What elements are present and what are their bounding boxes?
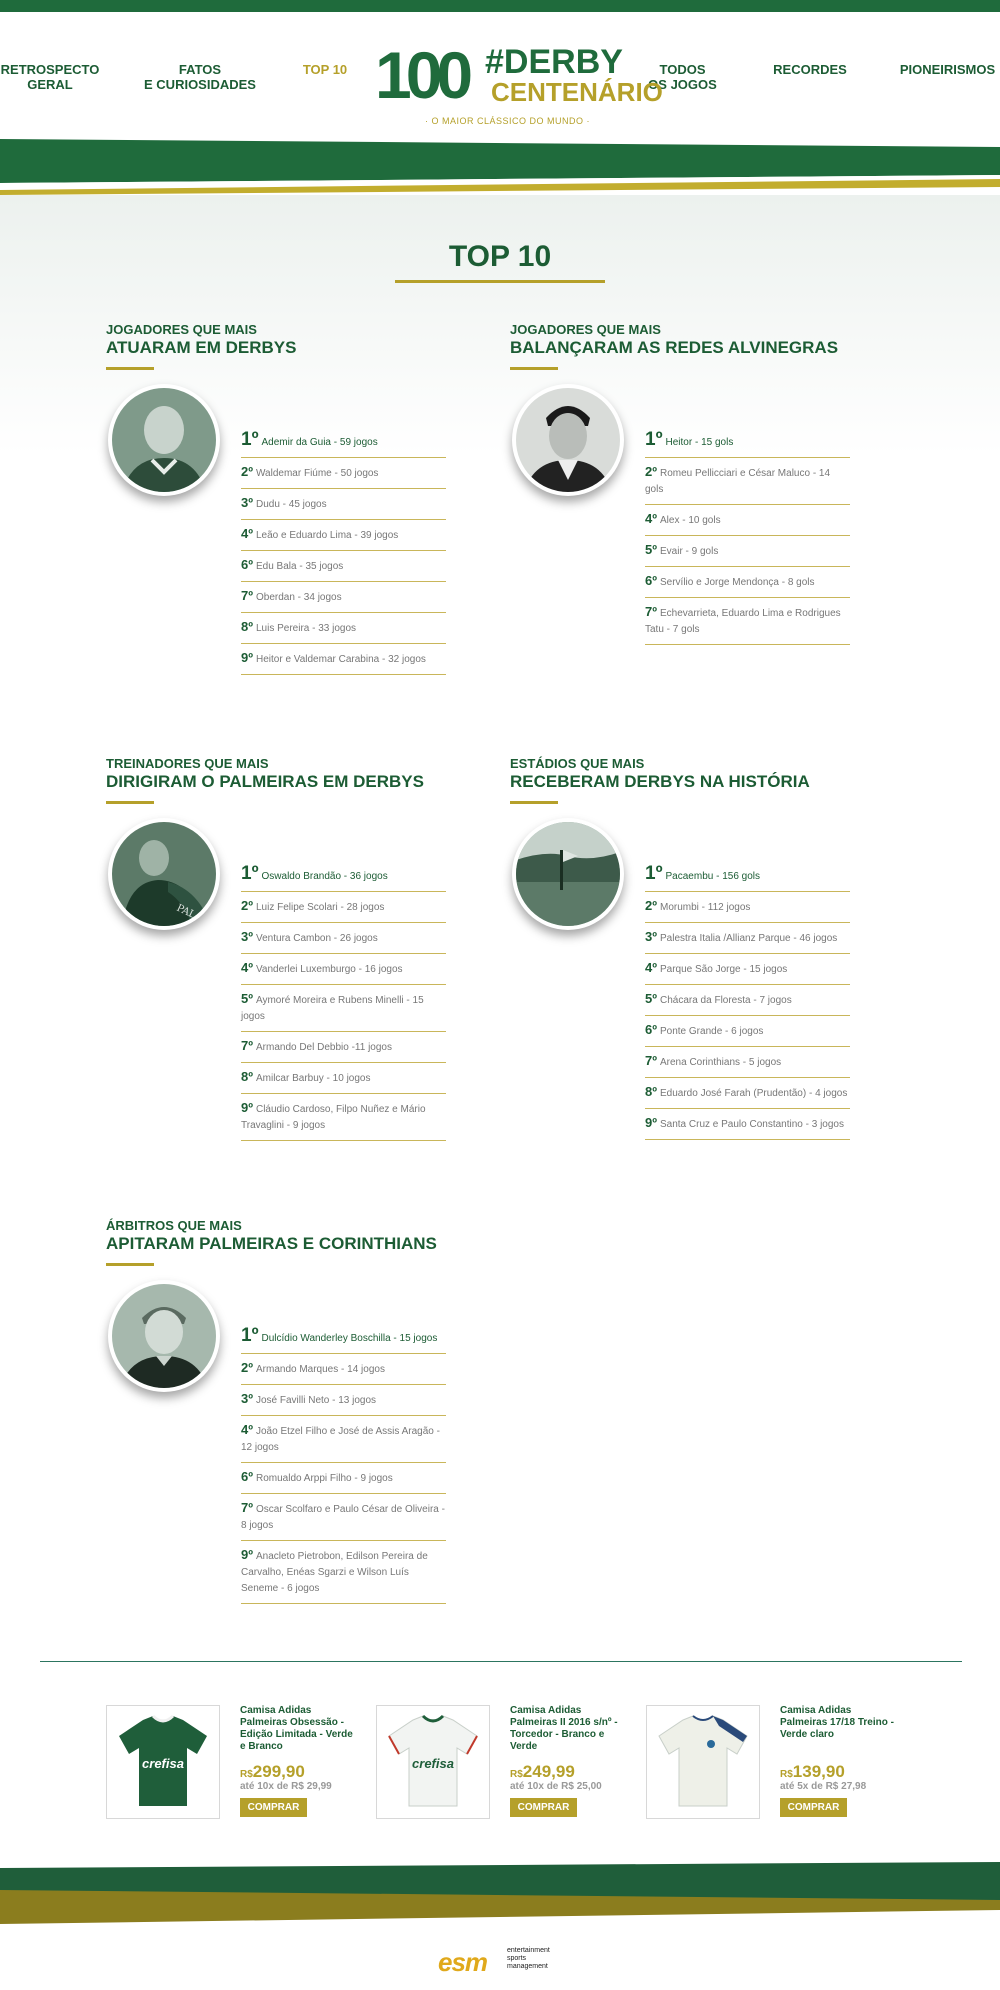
section-coaches	[106, 756, 466, 1176]
product-name[interactable]: Camisa Adidas Palmeiras 17/18 Treino - Verde claro	[780, 1705, 894, 1740]
rank-position: 1º	[645, 429, 663, 450]
section-top-scorers	[510, 322, 870, 662]
rank-text: Palestra Italia /Allianz Parque - 46 jogos	[659, 933, 838, 944]
shirt-icon	[377, 1706, 489, 1818]
rank-text: Leão e Eduardo Lima - 39 jogos	[255, 530, 399, 541]
rank-item	[645, 458, 850, 505]
section-underline	[106, 367, 154, 370]
buy-button[interactable]: COMPRAR	[510, 1798, 577, 1817]
product-price	[240, 1762, 305, 1782]
logo-word: CENTENÁRIO	[491, 77, 663, 107]
rank-text: Servílio e Jorge Mendonça - 8 gols	[659, 577, 815, 588]
rank-position: 4º	[241, 960, 253, 975]
scorer-portrait-image	[516, 388, 620, 492]
rank-position: 6º	[645, 573, 657, 588]
rank-item	[645, 892, 850, 923]
coach-photo	[108, 818, 220, 930]
rank-item	[241, 1354, 446, 1385]
rank-list	[241, 1325, 446, 1604]
rank-text: Edu Bala - 35 jogos	[255, 561, 344, 572]
nav-label-line2: E CURIOSIDADES	[144, 77, 256, 92]
rank-text: Luiz Felipe Scolari - 28 jogos	[255, 902, 385, 913]
product-card[interactable]	[106, 1705, 366, 1820]
price-value: 139,90	[792, 1762, 845, 1781]
section-subtitle: JOGADORES QUE MAIS	[510, 322, 661, 337]
section-title: RECEBERAM DERBYS NA HISTÓRIA	[510, 772, 810, 791]
rank-text: Morumbi - 112 jogos	[659, 902, 751, 913]
product-card[interactable]	[646, 1705, 906, 1820]
shirt-icon	[647, 1706, 759, 1818]
rank-position: 2º	[241, 898, 253, 913]
rank-text: Eduardo José Farah (Prudentão) - 4 jogos	[659, 1088, 848, 1099]
rank-position: 7º	[241, 1500, 253, 1515]
rank-item	[241, 1463, 446, 1494]
svg-text:crefisa: crefisa	[142, 1756, 184, 1771]
nav-recordes[interactable]	[765, 62, 855, 77]
rank-list	[645, 863, 850, 1140]
main-nav	[0, 12, 1000, 132]
rank-text: Ventura Cambon - 26 jogos	[255, 933, 378, 944]
esm-text-line: sports	[507, 1955, 527, 1962]
rank-text: José Favilli Neto - 13 jogos	[255, 1395, 377, 1406]
page-title: TOP 10	[448, 240, 552, 273]
rank-text: Waldemar Fiúme - 50 jogos	[255, 468, 379, 479]
rank-item	[645, 1047, 850, 1078]
nav-label-line2: GERAL	[27, 77, 73, 92]
rank-position: 8º	[645, 1084, 657, 1099]
esm-text-line: management	[507, 1963, 548, 1970]
rank-item	[645, 1078, 850, 1109]
rank-position: 3º	[241, 495, 253, 510]
rank-item	[241, 1325, 446, 1354]
stadium-photo	[512, 818, 624, 930]
rank-item	[241, 613, 446, 644]
price-currency: R$	[240, 1769, 253, 1780]
rank-item	[645, 954, 850, 985]
logo-number: 100	[375, 38, 468, 112]
section-subtitle: TREINADORES QUE MAIS	[106, 756, 269, 771]
rank-text: Anacleto Pietrobon, Edilson Pereira de Carvalho, Enéas Sgarzi e Wilson Luís Seneme - 6 jogos	[241, 1551, 428, 1594]
header-banner	[0, 135, 1000, 195]
rank-text: Aymoré Moreira e Rubens Minelli - 15 jogos	[241, 995, 424, 1022]
product-card[interactable]	[376, 1705, 636, 1820]
nav-label-line1: PIONEIRISMOS	[899, 62, 996, 77]
rank-item	[241, 489, 446, 520]
rank-position: 7º	[241, 588, 253, 603]
section-subtitle: JOGADORES QUE MAIS	[106, 322, 257, 337]
section-title: ATUARAM EM DERBYS	[106, 338, 297, 357]
rank-item	[241, 1094, 446, 1141]
section-title: BALANÇARAM AS REDES ALVINEGRAS	[510, 338, 839, 357]
rank-item	[645, 1109, 850, 1140]
rank-position: 7º	[645, 604, 657, 619]
rank-item	[241, 985, 446, 1032]
rank-position: 6º	[241, 557, 253, 572]
rank-text: Ponte Grande - 6 jogos	[659, 1026, 764, 1037]
rank-position: 5º	[645, 991, 657, 1006]
price-value: 249,99	[522, 1762, 575, 1781]
stadium-image	[516, 822, 620, 926]
title-underline	[395, 280, 605, 283]
rank-position: 3º	[241, 1391, 253, 1406]
rank-text: Oswaldo Brandão - 36 jogos	[261, 871, 388, 882]
section-subtitle: ESTÁDIOS QUE MAIS	[510, 756, 645, 771]
rank-item	[241, 923, 446, 954]
product-image[interactable]	[106, 1705, 220, 1819]
rank-position: 1º	[645, 863, 663, 884]
price-value: 299,90	[252, 1762, 305, 1781]
rank-position: 4º	[241, 1422, 253, 1437]
rank-text: Dudu - 45 jogos	[255, 499, 327, 510]
nav-label-line1: TODOS	[659, 62, 706, 77]
section-underline	[106, 1263, 154, 1266]
rank-item	[645, 985, 850, 1016]
product-name[interactable]: Camisa Adidas Palmeiras II 2016 s/nº - Torcedor - Branco e Verde	[510, 1705, 618, 1752]
rank-position: 2º	[241, 1360, 253, 1375]
product-installments: até 10x de R$ 25,00	[510, 1781, 602, 1792]
rank-item	[645, 923, 850, 954]
rank-item	[241, 892, 446, 923]
product-installments: até 10x de R$ 29,99	[240, 1781, 332, 1792]
rank-text: Santa Cruz e Paulo Constantino - 3 jogos	[659, 1119, 844, 1130]
rank-text: Evair - 9 gols	[659, 546, 719, 557]
rank-text: Luis Pereira - 33 jogos	[255, 623, 357, 634]
section-title: DIRIGIRAM O PALMEIRAS EM DERBYS	[106, 772, 424, 791]
rank-text: Heitor e Valdemar Carabina - 32 jogos	[255, 654, 426, 665]
rank-item	[241, 644, 446, 675]
rank-item	[645, 505, 850, 536]
svg-text:PAL: PAL	[174, 902, 198, 922]
section-underline	[510, 367, 558, 370]
buy-button[interactable]: COMPRAR	[240, 1798, 307, 1817]
rank-position: 6º	[241, 1469, 253, 1484]
section-underline	[510, 801, 558, 804]
rank-item	[645, 536, 850, 567]
rank-text: Vanderlei Luxemburgo - 16 jogos	[255, 964, 403, 975]
product-installments: até 5x de R$ 27,98	[780, 1781, 867, 1792]
rank-item	[241, 551, 446, 582]
rank-position: 7º	[241, 1038, 253, 1053]
nav-label-line1: RECORDES	[773, 62, 847, 77]
rank-position: 1º	[241, 1325, 259, 1346]
rank-position: 4º	[645, 511, 657, 526]
rank-position: 3º	[645, 929, 657, 944]
rank-position: 1º	[241, 429, 259, 450]
coach-portrait-image	[112, 822, 216, 926]
derby-centenario-logo[interactable]	[375, 38, 663, 134]
esm-logo-mark: esm	[438, 1947, 488, 1977]
rank-position: 3º	[241, 929, 253, 944]
scorer-photo	[512, 384, 624, 496]
rank-item	[645, 863, 850, 892]
section-referees	[106, 1218, 466, 1638]
price-currency: R$	[780, 1769, 793, 1780]
rank-text: Heitor - 15 gols	[665, 437, 734, 448]
price-currency: R$	[510, 1769, 523, 1780]
rank-list	[645, 429, 850, 645]
rank-text: Arena Corinthians - 5 jogos	[659, 1057, 782, 1068]
nav-label-line1: TOP 10	[302, 62, 348, 77]
rank-item	[645, 567, 850, 598]
rank-position: 9º	[241, 650, 253, 665]
rank-position: 1º	[241, 863, 259, 884]
esm-logo[interactable]	[438, 1943, 564, 1977]
product-price	[780, 1762, 845, 1782]
shirt-icon	[107, 1706, 219, 1818]
rank-text: João Etzel Filho e José de Assis Aragão - 12 jogos	[241, 1426, 440, 1453]
nav-retrospecto-geral[interactable]	[0, 62, 100, 92]
rank-item	[645, 1016, 850, 1047]
referee-portrait-image	[112, 1284, 216, 1388]
player-photo	[108, 384, 220, 496]
rank-position: 7º	[645, 1053, 657, 1068]
rank-text: Romeu Pellicciari e César Maluco - 14 gols	[645, 468, 831, 495]
nav-pioneirismos[interactable]	[895, 62, 1000, 77]
rank-text: Oberdan - 34 jogos	[255, 592, 342, 603]
section-divider	[40, 1661, 962, 1662]
rank-item	[645, 429, 850, 458]
rank-item	[241, 1032, 446, 1063]
product-image[interactable]	[646, 1705, 760, 1819]
buy-button[interactable]: COMPRAR	[780, 1798, 847, 1817]
rank-position: 6º	[645, 1022, 657, 1037]
rank-item	[241, 1063, 446, 1094]
section-subtitle: ÁRBITROS QUE MAIS	[106, 1218, 242, 1233]
nav-fatos-curiosidades[interactable]	[140, 62, 260, 92]
rank-text: Romualdo Arppi Filho - 9 jogos	[255, 1473, 393, 1484]
rank-text: Amilcar Barbuy - 10 jogos	[255, 1073, 371, 1084]
rank-position: 9º	[645, 1115, 657, 1130]
esm-text-line: entertainment	[507, 1947, 550, 1954]
rank-position: 9º	[241, 1547, 253, 1562]
referee-photo	[108, 1280, 220, 1392]
esm-logo-text	[507, 1947, 550, 1971]
rank-item	[241, 582, 446, 613]
rank-item	[241, 863, 446, 892]
rank-position: 5º	[241, 991, 253, 1006]
rank-text: Alex - 10 gols	[659, 515, 721, 526]
rank-item	[241, 1385, 446, 1416]
top-bar	[0, 0, 1000, 12]
nav-label-line2: OS JOGOS	[648, 77, 717, 92]
rank-position: 2º	[241, 464, 253, 479]
rank-text: Parque São Jorge - 15 jogos	[659, 964, 788, 975]
rank-position: 2º	[645, 898, 657, 913]
product-price	[510, 1762, 575, 1782]
rank-position: 8º	[241, 1069, 253, 1084]
rank-item	[241, 954, 446, 985]
rank-position: 5º	[645, 542, 657, 557]
rank-text: Cláudio Cardoso, Filpo Nuñez e Mário Travaglini - 9 jogos	[241, 1104, 426, 1131]
rank-text: Echevarrieta, Eduardo Lima e Rodrigues Tatu - 7 gols	[645, 608, 841, 635]
rank-text: Oscar Scolfaro e Paulo César de Oliveira - 8 jogos	[241, 1504, 445, 1531]
rank-text: Dulcídio Wanderley Boschilla - 15 jogos	[261, 1333, 438, 1344]
rank-item	[241, 520, 446, 551]
rank-position: 8º	[241, 619, 253, 634]
player-portrait-image	[112, 388, 216, 492]
rank-list	[241, 863, 446, 1141]
section-stadiums	[510, 756, 870, 1176]
rank-list	[241, 429, 446, 675]
rank-text: Armando Del Debbio -11 jogos	[255, 1042, 392, 1053]
section-players-most-games	[106, 322, 466, 712]
rank-text: Armando Marques - 14 jogos	[255, 1364, 385, 1375]
rank-position: 2º	[645, 464, 657, 479]
rank-item	[241, 458, 446, 489]
section-underline	[106, 801, 154, 804]
nav-top-10[interactable]	[290, 62, 360, 77]
svg-text:crefisa: crefisa	[412, 1756, 454, 1771]
rank-text: Chácara da Floresta - 7 jogos	[659, 995, 792, 1006]
rank-item	[241, 1416, 446, 1463]
rank-item	[241, 1494, 446, 1541]
section-title: APITARAM PALMEIRAS E CORINTHIANS	[106, 1234, 437, 1253]
product-image[interactable]	[376, 1705, 490, 1819]
nav-label-line1: FATOS	[178, 62, 222, 77]
rank-position: 4º	[645, 960, 657, 975]
rank-item	[241, 429, 446, 458]
product-name[interactable]: Camisa Adidas Palmeiras Obsessão - Edição Limitada - Verde e Branco	[240, 1705, 353, 1752]
rank-item	[645, 598, 850, 645]
logo-hashtag: #DERBY	[485, 43, 623, 81]
nav-label-line1: RETROSPECTO	[0, 62, 100, 77]
rank-text: Ademir da Guia - 59 jogos	[261, 437, 378, 448]
rank-item	[241, 1541, 446, 1604]
rank-position: 9º	[241, 1100, 253, 1115]
logo-tagline: · O MAIOR CLÁSSICO DO MUNDO ·	[425, 116, 591, 126]
rank-text: Pacaembu - 156 gols	[665, 871, 761, 882]
rank-position: 4º	[241, 526, 253, 541]
footer-banner	[0, 1862, 1000, 1924]
